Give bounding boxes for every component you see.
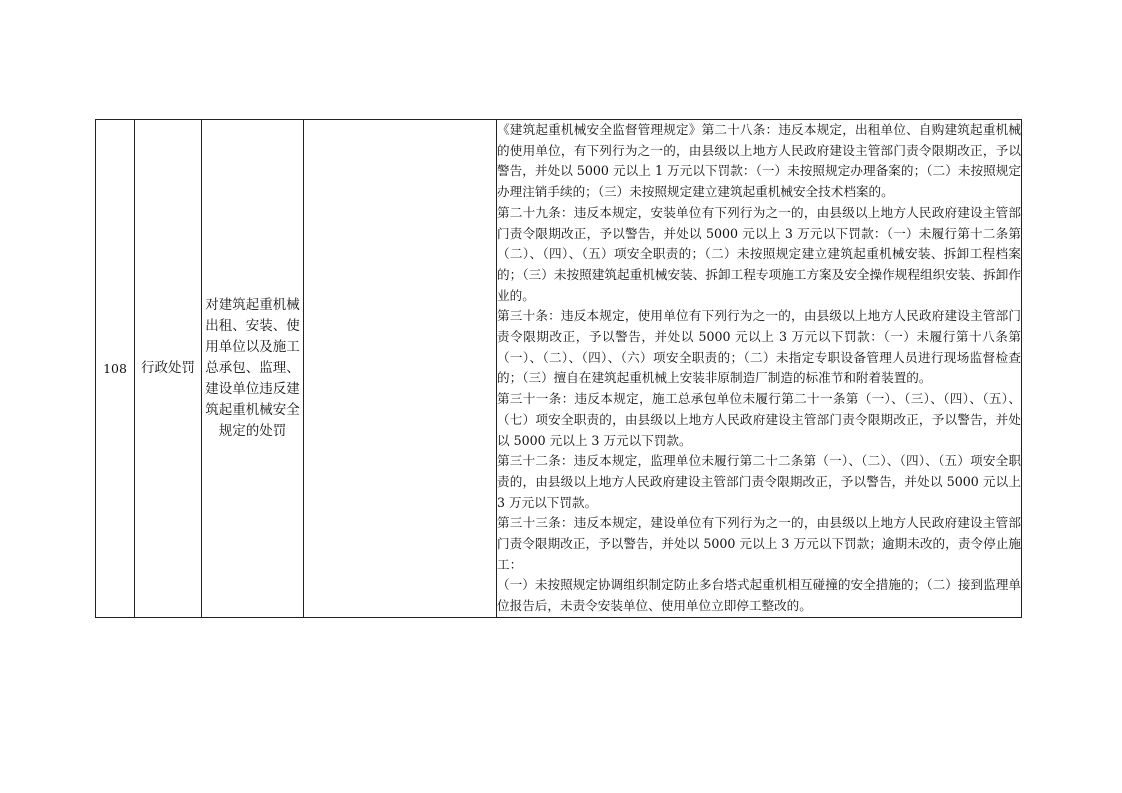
basis-article-32: 第三十二条：违反本规定，监理单位未履行第二十二条第（一）、（二）、（四）、（五）项安全职责的，由县级以上地方人民政府建设主管部门责令限期改正，予以警告，并处以 5000 元以上 3 万元以下罚款。 <box>497 453 1021 510</box>
basis-article-29: 第二十九条：违反本规定，安装单位有下列行为之一的，由县级以上地方人民政府建设主管部门责令限期改正，予以警告，并处以 5000 元以上 3 万元以下罚款：（一）未履行第十二条第（二）、（四）、（五）项安全职责的；（二）未按照规定建立建筑起重机械安装、拆卸工程档案的；（三）未按照建筑起重机械安装、拆卸工程专项施工方案及安全操作规程组织安装、拆卸作业的。 <box>497 204 1021 303</box>
category-cell <box>135 120 202 618</box>
item-cell <box>202 120 304 618</box>
table-row <box>96 120 1022 618</box>
basis-article-28: 《建筑起重机械安全监督管理规定》第二十八条：违反本规定，出租单位、自购建筑起重机械的使用单位，有下列行为之一的，由县级以上地方人民政府建设主管部门责令限期改正，予以警告，并处以 5000 元以上 1 万元以下罚款：（一）未按照规定办理备案的；（二）未按照规定办理注销手续的；（三）未按照规定建立建筑起重机械安全技术档案的。 <box>497 122 1021 200</box>
penalty-category: 行政处罚 <box>141 359 195 376</box>
row-number-cell <box>96 120 135 618</box>
penalty-table <box>95 119 1022 618</box>
row-number: 108 <box>103 360 127 376</box>
penalty-item-name: 对建筑起重机械出租、安装、使用单位以及施工总承包、监理、建设单位违反建筑起重机械安全规定的处罚 <box>205 296 300 439</box>
empty-cell <box>304 120 497 618</box>
basis-article-30: 第三十条：违反本规定，使用单位有下列行为之一的，由县级以上地方人民政府建设主管部门责令限期改正，予以警告，并处以 5000 元以上 3 万元以下罚款：（一）未履行第十八条第（一）、（二）、（四）、（六）项安全职责的；（二）未指定专职设备管理人员进行现场监督检查的；（三）擅自在建筑起重机械上安装非原制造厂制造的标准节和附着装置的。 <box>497 308 1021 386</box>
basis-article-33: 第三十三条：违反本规定，建设单位有下列行为之一的，由县级以上地方人民政府建设主管部门责令限期改正，予以警告，并处以 5000 元以上 3 万元以下罚款；逾期未改的，责令停止施工： <box>497 515 1021 572</box>
basis-article-31: 第三十一条：违反本规定，施工总承包单位未履行第二十一条第（一）、（三）、（四）、（五）、（七）项安全职责的，由县级以上地方人民政府建设主管部门责令限期改正，予以警告，并处以 5000 元以上 3 万元以下罚款。 <box>497 391 1021 448</box>
legal-basis-cell <box>497 120 1022 618</box>
basis-article-33-items: （一）未按照规定协调组织制定防止多台塔式起重机相互碰撞的安全措施的；（二）接到监理单位报告后，未责令安装单位、使用单位立即停工整改的。 <box>497 577 1021 614</box>
